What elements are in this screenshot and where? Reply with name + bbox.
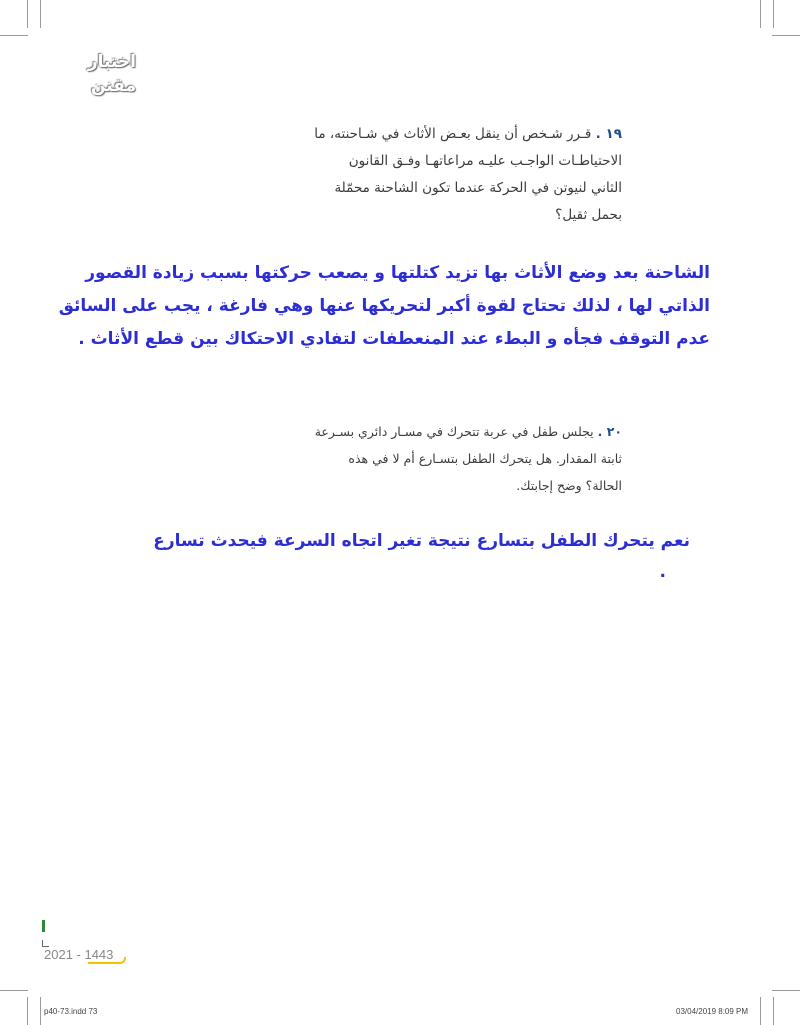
question-20-line-3: الحالة؟ وضح إجابتك.	[516, 478, 622, 493]
section-tab-line1: اختبار	[87, 52, 136, 72]
crop-mark	[772, 35, 800, 36]
question-19-line-2: الاحتياطـات الواجـب عليـه مراعاتهـا وفـق القانون	[348, 153, 622, 169]
crop-mark	[0, 990, 28, 991]
footer-year: 2021 - 1443	[44, 947, 114, 962]
answer-19-line-2: الذاتي لها ، لذلك تحتاج لقوة أكبر لتحريكها عنها وهي فارغة ، يجب على السائق	[58, 296, 710, 316]
crop-mark	[772, 990, 800, 991]
slug-timestamp: 03/04/2019 8:09 PM	[676, 1007, 749, 1016]
question-20-number: ٢٠ .	[597, 424, 622, 439]
crop-mark	[773, 0, 774, 28]
crop-mark	[760, 0, 761, 28]
answer-19-line-3: عدم التوقف فجأه و البطء عند المنعطفات لتفادي الاحتكاك بين قطع الأثاث .	[78, 329, 710, 349]
crop-mark	[27, 997, 28, 1025]
section-tab-line2: مقنن	[91, 76, 136, 96]
question-19-line-1	[314, 126, 622, 142]
question-19-text: قـرر شـخص أن ينقل بعـض الأثاث في شـاحنته، ما	[314, 126, 592, 142]
crop-mark	[0, 35, 28, 36]
question-19-line-4: بحمل ثقيل؟	[555, 207, 622, 223]
crop-mark	[27, 0, 28, 28]
question-20-line-1	[315, 424, 622, 439]
footer-accent-mark	[42, 940, 49, 947]
answer-20-line-2: .	[659, 562, 666, 582]
question-20-text: يجلس طفل في عربة تتحرك في مسـار دائري بسـرعة	[314, 424, 594, 439]
question-19-number: ١٩ .	[595, 126, 622, 142]
answer-20-line-1: نعم يتحرك الطفل بتسارع نتيجة تغير اتجاه السرعة فيحدث تسارع	[153, 531, 690, 551]
slug-filename: p40-73.indd 73	[44, 1007, 98, 1016]
crop-mark	[40, 997, 41, 1025]
footer-accent-bar	[42, 920, 45, 932]
crop-mark	[40, 0, 41, 28]
question-20-line-2: ثابتة المقدار. هل يتحرك الطفل بتسـارع أم لا في هذه	[348, 451, 622, 466]
footer-year-underline	[88, 957, 126, 964]
crop-mark	[760, 997, 761, 1025]
answer-19-line-1: الشاحنة بعد وضع الأثاث بها تزيد كتلتها و يصعب حركتها بسبب زيادة القصور	[85, 263, 710, 283]
crop-mark	[773, 997, 774, 1025]
question-19-line-3: الثاني لنيوتن في الحركة عندما تكون الشاحنة محمّلة	[334, 180, 622, 196]
